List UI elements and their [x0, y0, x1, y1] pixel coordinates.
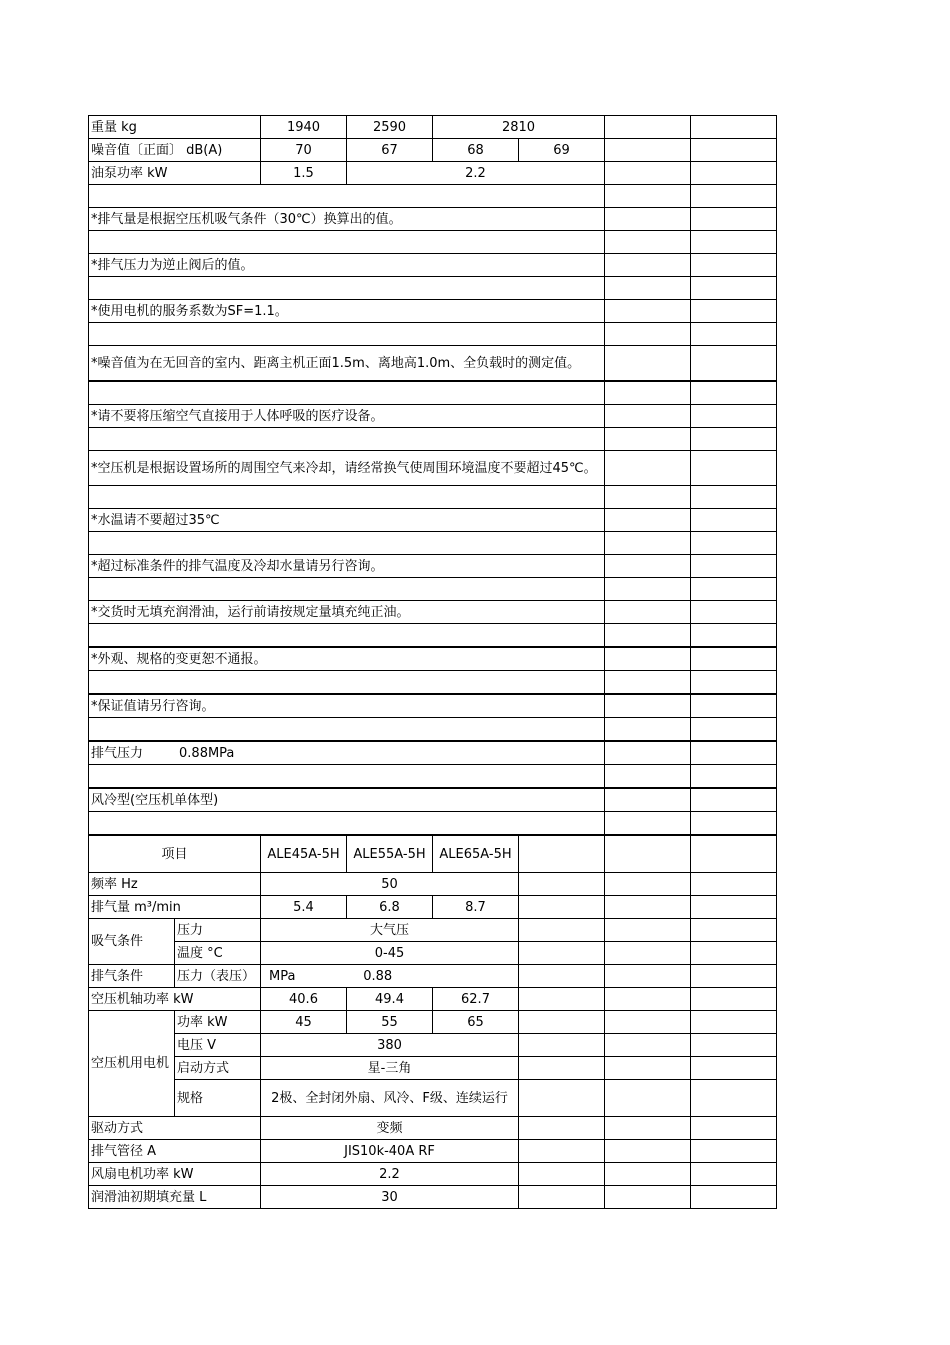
pressure-heading-row [89, 741, 777, 765]
note-row [89, 509, 777, 532]
discharge-sub-label: 压力（表压） [175, 965, 261, 988]
motor-spec-label: 规格 [175, 1080, 261, 1117]
motor-voltage-row [89, 1034, 777, 1057]
shaft-power-row [89, 988, 777, 1011]
intake-label: 吸气条件 [89, 919, 175, 965]
note-text: *噪音值为在无回音的室内、距离主机正面1.5m、离地高1.0m、全负载时的测定值。 [89, 346, 605, 382]
motor-spec-value: 2极、全封闭外扇、风冷、F级、连续运行 [261, 1080, 519, 1117]
spec-sheet-table [88, 115, 777, 1209]
pump-row [89, 162, 777, 185]
pressure-heading-label: 排气压力 [91, 745, 144, 761]
note-text: *排气量是根据空压机吸气条件（30℃）换算出的值。 [89, 208, 605, 231]
cooling-type-row [89, 788, 777, 812]
weight-value-2: 2590 [347, 116, 433, 139]
note-row [89, 254, 777, 277]
note-row [89, 451, 777, 486]
note-row [89, 300, 777, 323]
drive-value: 变频 [261, 1117, 519, 1140]
spec-header-row [89, 835, 777, 873]
noise-value-1: 70 [261, 139, 347, 162]
note-text: *使用电机的服务系数为SF=1.1。 [89, 300, 605, 323]
weight-value-1: 1940 [261, 116, 347, 139]
shaft-power-value-3: 62.7 [433, 988, 519, 1011]
intake-temp-value: 0-45 [261, 942, 519, 965]
oil-value: 30 [261, 1186, 519, 1209]
motor-spec-row [89, 1080, 777, 1117]
weight-label: 重量 kg [89, 116, 261, 139]
motor-voltage-value: 380 [261, 1034, 519, 1057]
intake-temp-label: 温度 °C [175, 942, 261, 965]
pipe-value: JIS10k-40A RF [261, 1140, 519, 1163]
motor-start-label: 启动方式 [175, 1057, 261, 1080]
discharge-row [89, 965, 777, 988]
drive-row [89, 1117, 777, 1140]
note-row [89, 405, 777, 428]
intake-pressure-value: 大气压 [261, 919, 519, 942]
shaft-power-value-1: 40.6 [261, 988, 347, 1011]
note-text: *空压机是根据设置场所的周围空气来冷却，请经常换气使周围环境温度不要超过45℃。 [89, 451, 605, 486]
fan-row [89, 1163, 777, 1186]
flow-value-1: 5.4 [261, 896, 347, 919]
pipe-row [89, 1140, 777, 1163]
pipe-label: 排气管径 A [89, 1140, 261, 1163]
pump-label: 油泵功率 kW [89, 162, 261, 185]
pressure-heading-value: 0.88MPa [179, 745, 235, 761]
oil-label: 润滑油初期填充量 L [89, 1186, 261, 1209]
intake-temp-row [89, 942, 777, 965]
noise-value-2: 67 [347, 139, 433, 162]
motor-voltage-label: 电压 V [175, 1034, 261, 1057]
weight-value-3: 2810 [433, 116, 605, 139]
flow-row [89, 896, 777, 919]
note-text: *超过标准条件的排气温度及冷却水量请另行咨询。 [89, 555, 605, 578]
noise-value-3: 68 [433, 139, 519, 162]
note-text: *请不要将压缩空气直接用于人体呼吸的医疗设备。 [89, 405, 605, 428]
note-text: *外观、规格的变更恕不通报。 [89, 647, 605, 671]
frequency-row [89, 873, 777, 896]
discharge-unit: MPa [269, 968, 296, 984]
pump-value-1: 1.5 [261, 162, 347, 185]
cooling-type-label: 风冷型(空压机单体型) [89, 788, 605, 812]
note-row [89, 647, 777, 671]
drive-label: 驱动方式 [89, 1117, 261, 1140]
motor-power-label: 功率 kW [175, 1011, 261, 1034]
weight-row [89, 116, 777, 139]
model-header-1: ALE45A-5H [261, 835, 347, 873]
flow-value-3: 8.7 [433, 896, 519, 919]
note-text: *排气压力为逆止阀后的值。 [89, 254, 605, 277]
noise-row [89, 139, 777, 162]
note-row [89, 601, 777, 624]
noise-label: 噪音值〔正面〕 dB(A) [89, 139, 261, 162]
motor-power-value-2: 55 [347, 1011, 433, 1034]
intake-pressure-label: 压力 [175, 919, 261, 942]
motor-start-row [89, 1057, 777, 1080]
motor-power-row [89, 1011, 777, 1034]
motor-label: 空压机用电机 [89, 1011, 175, 1117]
note-text: *保证值请另行咨询。 [89, 694, 605, 718]
shaft-power-value-2: 49.4 [347, 988, 433, 1011]
intake-pressure-row [89, 919, 777, 942]
flow-value-2: 6.8 [347, 896, 433, 919]
item-header: 项目 [89, 835, 261, 873]
motor-start-value: 星-三角 [261, 1057, 519, 1080]
noise-value-4: 69 [519, 139, 605, 162]
note-row [89, 694, 777, 718]
shaft-power-label: 空压机轴功率 kW [89, 988, 261, 1011]
note-text: *水温请不要超过35℃ [89, 509, 605, 532]
discharge-value: 0.88 [363, 968, 393, 984]
model-header-3: ALE65A-5H [433, 835, 519, 873]
note-text: *交货时无填充润滑油，运行前请按规定量填充纯正油。 [89, 601, 605, 624]
model-header-2: ALE55A-5H [347, 835, 433, 873]
flow-label: 排气量 m³/min [89, 896, 261, 919]
note-row [89, 208, 777, 231]
note-row [89, 346, 777, 382]
frequency-value: 50 [261, 873, 519, 896]
pump-value-2: 2.2 [347, 162, 605, 185]
fan-value: 2.2 [261, 1163, 519, 1186]
fan-label: 风扇电机功率 kW [89, 1163, 261, 1186]
frequency-label: 频率 Hz [89, 873, 261, 896]
oil-row [89, 1186, 777, 1209]
motor-power-value-3: 65 [433, 1011, 519, 1034]
discharge-label: 排气条件 [89, 965, 175, 988]
motor-power-value-1: 45 [261, 1011, 347, 1034]
note-row [89, 555, 777, 578]
